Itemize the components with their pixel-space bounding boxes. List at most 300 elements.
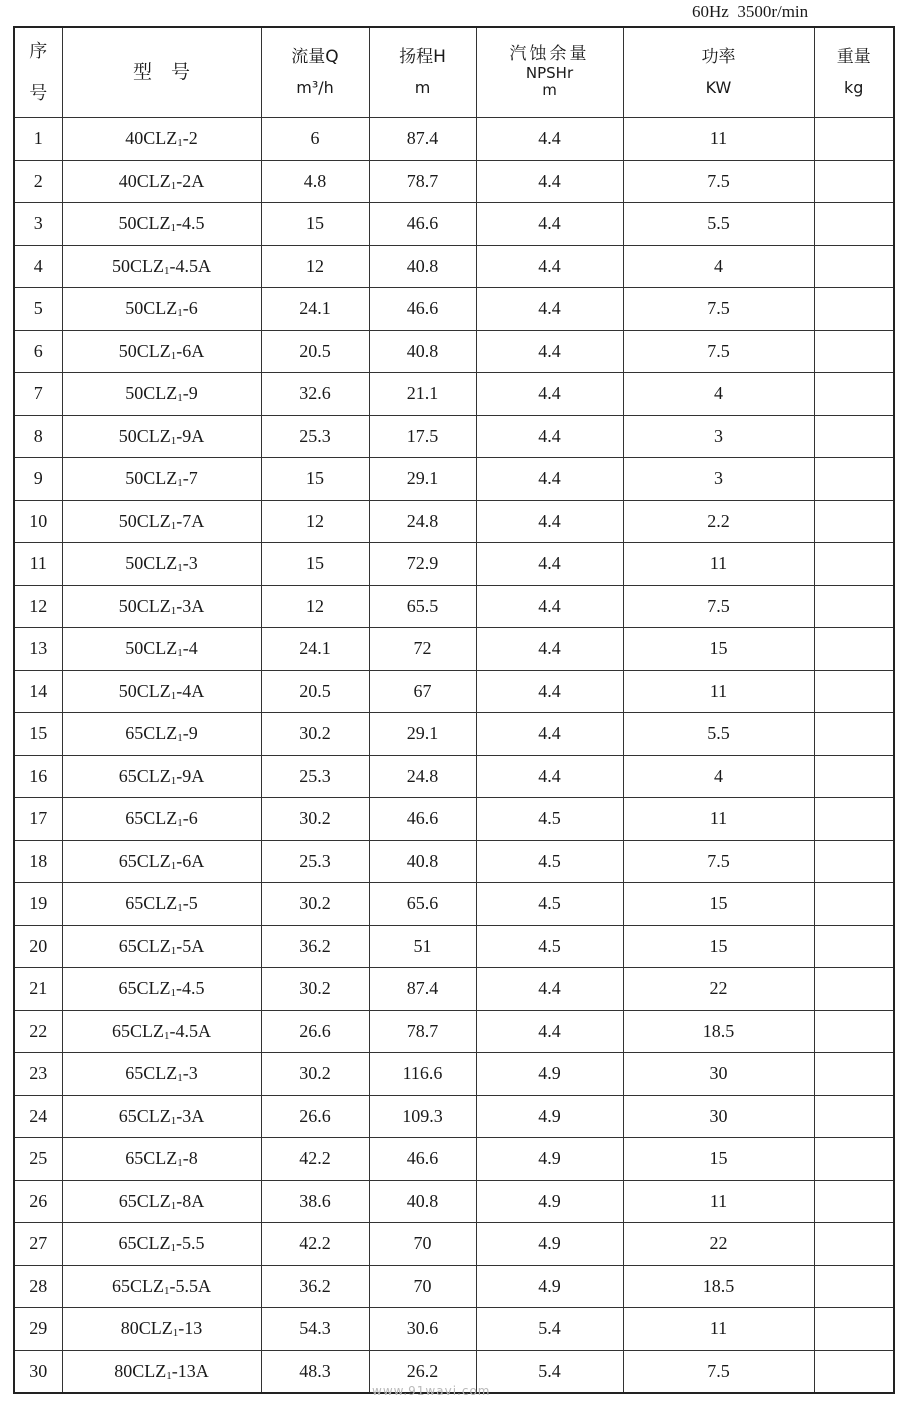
model-subscript: 1 — [170, 604, 177, 617]
cell-model — [62, 500, 261, 543]
model-suffix: -9 — [182, 383, 198, 404]
model-subscript: 1 — [170, 1199, 177, 1212]
cell-head: 78.7 — [369, 1010, 476, 1053]
header-weight-unit: kg — [844, 78, 864, 98]
cell-flow: 42.2 — [261, 1223, 369, 1266]
table-row — [14, 543, 894, 586]
model-prefix: 50CLZ — [118, 595, 171, 616]
cell-npsh: 4.4 — [476, 968, 623, 1011]
table-row — [14, 330, 894, 373]
table-row — [14, 670, 894, 713]
cell-flow: 15 — [261, 458, 369, 501]
cell-power: 11 — [623, 1180, 814, 1223]
model-suffix: -6 — [182, 298, 198, 319]
cell-npsh: 4.4 — [476, 500, 623, 543]
cell-head: 40.8 — [369, 1180, 476, 1223]
cell-head: 40.8 — [369, 840, 476, 883]
cell-weight — [814, 245, 894, 288]
cell-weight — [814, 1138, 894, 1181]
cell-flow: 24.1 — [261, 628, 369, 671]
model-prefix: 65CLZ — [118, 935, 171, 956]
cell-model — [62, 1138, 261, 1181]
cell-npsh: 4.4 — [476, 160, 623, 203]
header-npsh-label: 汽蚀余量 — [509, 44, 590, 65]
cell-weight — [814, 543, 894, 586]
cell-flow: 54.3 — [261, 1308, 369, 1351]
cell-model — [62, 1095, 261, 1138]
cell-npsh: 4.4 — [476, 670, 623, 713]
model-subscript: 1 — [170, 179, 177, 192]
header-weight-label: 重量 — [836, 46, 871, 67]
model-prefix: 50CLZ — [125, 468, 178, 489]
pump-spec-table — [13, 26, 895, 1394]
cell-model — [62, 1053, 261, 1096]
cell-power: 22 — [623, 968, 814, 1011]
cell-weight — [814, 755, 894, 798]
model-subscript: 1 — [177, 392, 183, 405]
model-prefix: 40CLZ — [118, 170, 171, 191]
cell-index: 4 — [14, 245, 62, 288]
cell-weight — [814, 1223, 894, 1266]
model-prefix: 65CLZ — [118, 765, 171, 786]
table-row — [14, 1010, 894, 1053]
cell-flow: 26.6 — [261, 1095, 369, 1138]
model-subscript: 1 — [164, 264, 170, 277]
header-flow-label: 流量Q — [291, 46, 339, 67]
cell-power: 11 — [623, 1308, 814, 1351]
cell-model — [62, 670, 261, 713]
table-row — [14, 798, 894, 841]
cell-flow: 30.2 — [261, 883, 369, 926]
model-subscript: 1 — [172, 1327, 179, 1340]
header-flow — [261, 27, 369, 118]
cell-power: 5.5 — [623, 713, 814, 756]
cell-head: 116.6 — [369, 1053, 476, 1096]
cell-head: 46.6 — [369, 288, 476, 331]
table-row — [14, 713, 894, 756]
header-weight — [814, 27, 894, 118]
model-suffix: -5A — [176, 935, 205, 956]
cell-head: 40.8 — [369, 330, 476, 373]
cell-npsh: 4.9 — [476, 1223, 623, 1266]
header-head — [369, 27, 476, 118]
cell-head: 72.9 — [369, 543, 476, 586]
cell-weight — [814, 160, 894, 203]
cell-weight — [814, 1350, 894, 1393]
cell-npsh: 5.4 — [476, 1350, 623, 1393]
cell-npsh: 4.9 — [476, 1138, 623, 1181]
cell-npsh: 4.5 — [476, 840, 623, 883]
model-subscript: 1 — [164, 1029, 170, 1042]
cell-head: 26.2 — [369, 1350, 476, 1393]
cell-index: 23 — [14, 1053, 62, 1096]
cell-model — [62, 968, 261, 1011]
cell-index: 17 — [14, 798, 62, 841]
cell-power: 22 — [623, 1223, 814, 1266]
model-subscript: 1 — [177, 902, 183, 915]
model-suffix: -8 — [182, 1148, 198, 1169]
cell-power: 15 — [623, 925, 814, 968]
table-row — [14, 925, 894, 968]
cell-weight — [814, 628, 894, 671]
header-power-label: 功率 — [701, 46, 736, 67]
cell-npsh: 4.4 — [476, 458, 623, 501]
cell-index: 15 — [14, 713, 62, 756]
model-subscript: 1 — [164, 1284, 170, 1297]
cell-power: 11 — [623, 798, 814, 841]
model-suffix: -3A — [176, 1105, 205, 1126]
cell-weight — [814, 840, 894, 883]
cell-model — [62, 373, 261, 416]
cell-npsh: 4.9 — [476, 1265, 623, 1308]
cell-power: 15 — [623, 628, 814, 671]
cell-model — [62, 883, 261, 926]
model-subscript: 1 — [170, 987, 176, 1000]
cell-power: 3 — [623, 415, 814, 458]
table-row — [14, 1053, 894, 1096]
cell-flow: 30.2 — [261, 798, 369, 841]
cell-flow: 12 — [261, 500, 369, 543]
cell-index: 9 — [14, 458, 62, 501]
cell-power: 2.2 — [623, 500, 814, 543]
cell-index: 20 — [14, 925, 62, 968]
table-row — [14, 628, 894, 671]
model-prefix: 50CLZ — [125, 383, 178, 404]
table-row — [14, 458, 894, 501]
cell-npsh: 4.4 — [476, 755, 623, 798]
model-prefix: 65CLZ — [125, 808, 178, 829]
header-npsh — [476, 27, 623, 118]
cell-power: 7.5 — [623, 585, 814, 628]
cell-flow: 30.2 — [261, 968, 369, 1011]
header-index-bottom: 号 — [29, 82, 48, 104]
cell-weight — [814, 1308, 894, 1351]
cell-weight — [814, 713, 894, 756]
cell-weight — [814, 118, 894, 161]
cell-power: 3 — [623, 458, 814, 501]
cell-npsh: 4.4 — [476, 245, 623, 288]
header-power-unit: KW — [705, 78, 732, 98]
cell-flow: 38.6 — [261, 1180, 369, 1223]
model-suffix: -8A — [176, 1190, 205, 1211]
cell-flow: 36.2 — [261, 1265, 369, 1308]
cell-npsh: 4.4 — [476, 288, 623, 331]
cell-index: 22 — [14, 1010, 62, 1053]
cell-weight — [814, 458, 894, 501]
model-suffix: -5.5 — [176, 1233, 205, 1254]
cell-flow: 15 — [261, 543, 369, 586]
cell-flow: 6 — [261, 118, 369, 161]
cell-weight — [814, 1180, 894, 1223]
model-prefix: 50CLZ — [125, 553, 178, 574]
cell-power: 4 — [623, 373, 814, 416]
model-prefix: 50CLZ — [118, 425, 171, 446]
cell-head: 46.6 — [369, 1138, 476, 1181]
model-suffix: -3 — [182, 1063, 198, 1084]
model-suffix: -3A — [176, 595, 205, 616]
cell-index: 3 — [14, 203, 62, 246]
model-subscript: 1 — [170, 519, 177, 532]
table-row — [14, 118, 894, 161]
model-suffix: -6 — [182, 808, 198, 829]
cell-npsh: 5.4 — [476, 1308, 623, 1351]
cell-power: 18.5 — [623, 1010, 814, 1053]
cell-weight — [814, 585, 894, 628]
cell-power: 7.5 — [623, 1350, 814, 1393]
cell-npsh: 4.9 — [476, 1053, 623, 1096]
cell-head: 40.8 — [369, 245, 476, 288]
cell-flow: 36.2 — [261, 925, 369, 968]
model-suffix: -9 — [182, 723, 198, 744]
cell-flow: 26.6 — [261, 1010, 369, 1053]
cell-head: 29.1 — [369, 458, 476, 501]
cell-model — [62, 118, 261, 161]
cell-power: 7.5 — [623, 330, 814, 373]
cell-npsh: 4.5 — [476, 883, 623, 926]
cell-flow: 4.8 — [261, 160, 369, 203]
cell-power: 18.5 — [623, 1265, 814, 1308]
model-subscript: 1 — [166, 1369, 172, 1382]
cell-model — [62, 160, 261, 203]
model-prefix: 65CLZ — [118, 1233, 171, 1254]
cell-index: 18 — [14, 840, 62, 883]
cell-weight — [814, 1095, 894, 1138]
model-prefix: 65CLZ — [112, 1275, 164, 1296]
model-suffix: -9A — [176, 765, 205, 786]
model-prefix: 80CLZ — [114, 1360, 167, 1381]
table-row — [14, 585, 894, 628]
cell-flow: 25.3 — [261, 755, 369, 798]
model-subscript: 1 — [177, 307, 183, 320]
cell-index: 10 — [14, 500, 62, 543]
model-prefix: 50CLZ — [118, 213, 171, 234]
cell-model — [62, 925, 261, 968]
cell-power: 30 — [623, 1053, 814, 1096]
cell-weight — [814, 330, 894, 373]
model-suffix: -9A — [176, 425, 205, 446]
cell-index: 28 — [14, 1265, 62, 1308]
model-suffix: -6A — [176, 340, 205, 361]
cell-index: 29 — [14, 1308, 62, 1351]
model-prefix: 65CLZ — [125, 723, 178, 744]
model-suffix: -2 — [182, 128, 198, 149]
table-row — [14, 1095, 894, 1138]
cell-head: 65.5 — [369, 585, 476, 628]
cell-power: 15 — [623, 883, 814, 926]
table-row — [14, 1180, 894, 1223]
cell-npsh: 4.5 — [476, 798, 623, 841]
header-model-label: 型 号 — [132, 60, 190, 83]
cell-power: 5.5 — [623, 203, 814, 246]
cell-weight — [814, 798, 894, 841]
cell-index: 8 — [14, 415, 62, 458]
cell-index: 27 — [14, 1223, 62, 1266]
cell-model — [62, 713, 261, 756]
cell-model — [62, 288, 261, 331]
model-suffix: -4.5 — [176, 213, 205, 234]
header-index-top: 序 — [29, 40, 48, 62]
header-power — [623, 27, 814, 118]
cell-head: 65.6 — [369, 883, 476, 926]
model-subscript: 1 — [170, 859, 177, 872]
cell-model — [62, 1010, 261, 1053]
cell-flow: 30.2 — [261, 1053, 369, 1096]
table-row — [14, 160, 894, 203]
model-subscript: 1 — [177, 562, 183, 575]
model-subscript: 1 — [177, 732, 183, 745]
frequency-speed-spec: 60Hz 3500r/min — [692, 2, 809, 21]
cell-model — [62, 203, 261, 246]
cell-head: 87.4 — [369, 118, 476, 161]
cell-model — [62, 1350, 261, 1393]
cell-head: 21.1 — [369, 373, 476, 416]
model-subscript: 1 — [177, 1072, 183, 1085]
table-row — [14, 1138, 894, 1181]
cell-flow: 30.2 — [261, 713, 369, 756]
model-prefix: 50CLZ — [118, 510, 171, 531]
cell-power: 11 — [623, 118, 814, 161]
cell-npsh: 4.4 — [476, 713, 623, 756]
model-prefix: 65CLZ — [125, 1063, 178, 1084]
cell-flow: 12 — [261, 585, 369, 628]
table-row — [14, 415, 894, 458]
model-prefix: 50CLZ — [112, 255, 164, 276]
cell-head: 46.6 — [369, 798, 476, 841]
model-subscript: 1 — [177, 1157, 183, 1170]
cell-power: 7.5 — [623, 160, 814, 203]
model-suffix: -5.5A — [169, 1275, 211, 1296]
model-suffix: -4.5A — [169, 1020, 211, 1041]
model-subscript: 1 — [170, 434, 177, 447]
model-prefix: 65CLZ — [118, 1190, 171, 1211]
model-suffix: -6A — [176, 850, 205, 871]
cell-index: 1 — [14, 118, 62, 161]
cell-weight — [814, 203, 894, 246]
header-model — [62, 27, 261, 118]
cell-model — [62, 415, 261, 458]
table-row — [14, 883, 894, 926]
cell-model — [62, 755, 261, 798]
cell-npsh: 4.4 — [476, 118, 623, 161]
header-index — [14, 27, 62, 118]
cell-power: 15 — [623, 1138, 814, 1181]
model-subscript: 1 — [177, 137, 183, 150]
header-head-label: 扬程H — [399, 46, 446, 67]
model-prefix: 65CLZ — [118, 850, 171, 871]
cell-index: 12 — [14, 585, 62, 628]
header-head-unit: m — [414, 78, 431, 98]
cell-head: 24.8 — [369, 500, 476, 543]
model-prefix: 65CLZ — [125, 893, 178, 914]
cell-index: 25 — [14, 1138, 62, 1181]
cell-head: 29.1 — [369, 713, 476, 756]
cell-power: 4 — [623, 755, 814, 798]
cell-npsh: 4.4 — [476, 415, 623, 458]
model-subscript: 1 — [170, 944, 177, 957]
cell-head: 17.5 — [369, 415, 476, 458]
table-row — [14, 373, 894, 416]
cell-power: 11 — [623, 543, 814, 586]
cell-flow: 12 — [261, 245, 369, 288]
cell-index: 19 — [14, 883, 62, 926]
cell-power: 7.5 — [623, 840, 814, 883]
cell-weight — [814, 968, 894, 1011]
cell-flow: 42.2 — [261, 1138, 369, 1181]
cell-head: 70 — [369, 1223, 476, 1266]
table-body — [14, 118, 894, 1394]
cell-index: 11 — [14, 543, 62, 586]
cell-index: 30 — [14, 1350, 62, 1393]
table-row — [14, 968, 894, 1011]
model-prefix: 40CLZ — [125, 128, 178, 149]
model-prefix: 50CLZ — [125, 298, 178, 319]
cell-weight — [814, 1265, 894, 1308]
watermark-text: www.91wavi.com — [372, 1384, 491, 1398]
cell-power: 30 — [623, 1095, 814, 1138]
model-suffix: -7A — [176, 510, 205, 531]
model-subscript: 1 — [170, 774, 177, 787]
cell-head: 51 — [369, 925, 476, 968]
cell-flow: 25.3 — [261, 415, 369, 458]
cell-index: 13 — [14, 628, 62, 671]
cell-npsh: 4.4 — [476, 585, 623, 628]
model-prefix: 65CLZ — [118, 978, 171, 999]
cell-index: 14 — [14, 670, 62, 713]
table-row — [14, 1223, 894, 1266]
cell-index: 7 — [14, 373, 62, 416]
cell-model — [62, 1265, 261, 1308]
cell-index: 21 — [14, 968, 62, 1011]
cell-model — [62, 245, 261, 288]
cell-head: 30.6 — [369, 1308, 476, 1351]
model-suffix: -2A — [176, 170, 205, 191]
cell-weight — [814, 500, 894, 543]
model-prefix: 65CLZ — [125, 1148, 178, 1169]
cell-weight — [814, 1053, 894, 1096]
model-subscript: 1 — [170, 222, 176, 235]
cell-flow: 20.5 — [261, 330, 369, 373]
cell-npsh: 4.4 — [476, 628, 623, 671]
model-suffix: -7 — [182, 468, 198, 489]
model-suffix: -4 — [182, 638, 198, 659]
model-suffix: -4A — [176, 680, 205, 701]
table-row — [14, 288, 894, 331]
cell-model — [62, 330, 261, 373]
cell-index: 6 — [14, 330, 62, 373]
header-npsh-code: NPSHr — [525, 64, 574, 83]
cell-model — [62, 628, 261, 671]
model-suffix: -13A — [171, 1360, 209, 1381]
cell-npsh: 4.4 — [476, 373, 623, 416]
cell-index: 26 — [14, 1180, 62, 1223]
model-suffix: -5 — [182, 893, 198, 914]
cell-npsh: 4.4 — [476, 203, 623, 246]
cell-weight — [814, 925, 894, 968]
cell-npsh: 4.4 — [476, 543, 623, 586]
model-subscript: 1 — [170, 1114, 177, 1127]
model-subscript: 1 — [170, 349, 177, 362]
cell-npsh: 4.4 — [476, 1010, 623, 1053]
cell-npsh: 4.5 — [476, 925, 623, 968]
model-suffix: -4.5A — [169, 255, 211, 276]
table-row — [14, 1265, 894, 1308]
model-subscript: 1 — [170, 689, 177, 702]
table-row — [14, 500, 894, 543]
cell-model — [62, 1308, 261, 1351]
cell-weight — [814, 415, 894, 458]
header-npsh-unit: m — [542, 81, 557, 100]
cell-head: 87.4 — [369, 968, 476, 1011]
